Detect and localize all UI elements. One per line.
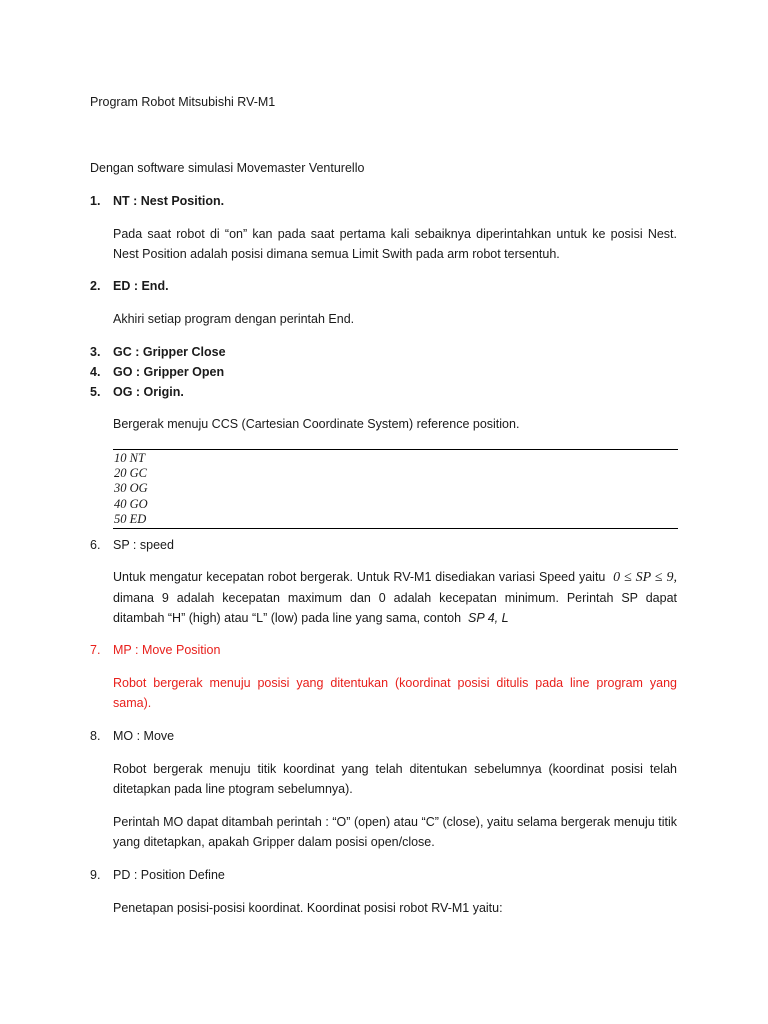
paragraph-mp: Robot bergerak menuju posisi yang ditentukan (koordinat posisi ditulis pada line program yang sama). (113, 676, 677, 710)
code-line: 20 GC (114, 466, 147, 481)
paragraph-mo-2: Perintah MO dapat ditambah perintah : “O” (open) atau “C” (close), yaitu selama bergerak menuju titik yang ditetapkan, apakah Gripper dalam posisi open/close. (113, 815, 677, 849)
item-number: 3. (90, 345, 101, 359)
item-number: 2. (90, 279, 101, 293)
item-label-mp: MP : Move Position (113, 643, 221, 657)
item-label-og: OG : Origin. (113, 385, 184, 399)
code-line: 10 NT (114, 451, 145, 465)
paragraph-sp (113, 567, 677, 628)
speed-range-formula: 0 ≤ SP ≤ 9, (613, 570, 677, 585)
code-line: 50 ED (114, 511, 147, 526)
item-label-gc: GC : Gripper Close (113, 345, 226, 359)
item-label-ed: ED : End. (113, 279, 169, 293)
item-label-sp: SP : speed (113, 538, 174, 552)
item-number: 8. (90, 729, 101, 743)
item-number: 4. (90, 365, 101, 379)
paragraph-sp-text-b: dimana 9 adalah kecepatan maximum dan 0 adalah kecepatan minimum. Perintah SP dapat ditambah “H” (high) atau “L” (low) pada line yang sama, contoh (113, 591, 677, 625)
paragraph-pd: Penetapan posisi-posisi koordinat. Koordinat posisi robot RV-M1 yaitu: (113, 901, 503, 915)
paragraph-nt: Pada saat robot di “on” kan pada saat pertama kali sebaiknya diperintahkan untuk ke posisi Nest. Nest Position adalah posisi dimana semua Limit Swith pada arm robot tersentuh. (113, 227, 677, 261)
item-number: 9. (90, 868, 101, 882)
item-number: 5. (90, 385, 101, 399)
item-label-pd: PD : Position Define (113, 868, 225, 882)
document-subtitle: Dengan software simulasi Movemaster Venturello (90, 161, 365, 175)
item-label-nt: NT : Nest Position. (113, 194, 225, 208)
paragraph-og: Bergerak menuju CCS (Cartesian Coordinate System) reference position. (113, 417, 520, 431)
speed-example: SP 4, L (468, 611, 509, 625)
code-line: 30 OG (114, 481, 148, 496)
paragraph-ed: Akhiri setiap program dengan perintah End. (113, 312, 355, 326)
document-title: Program Robot Mitsubishi RV-M1 (90, 95, 276, 109)
item-number: 6. (90, 538, 101, 552)
item-number: 7. (90, 643, 101, 657)
paragraph-sp-text-a: Untuk mengatur kecepatan robot bergerak. Untuk RV-M1 disediakan variasi Speed yaitu (113, 570, 606, 584)
item-label-mo: MO : Move (113, 729, 175, 743)
item-number: 1. (90, 194, 101, 208)
item-label-go: GO : Gripper Open (113, 365, 225, 379)
code-line: 40 GO (114, 496, 148, 511)
code-block (113, 449, 678, 529)
paragraph-mo-1: Robot bergerak menuju titik koordinat yang telah ditentukan sebelumnya (koordinat posisi telah ditetapkan pada line ptogram sebelumnya). (113, 762, 677, 796)
